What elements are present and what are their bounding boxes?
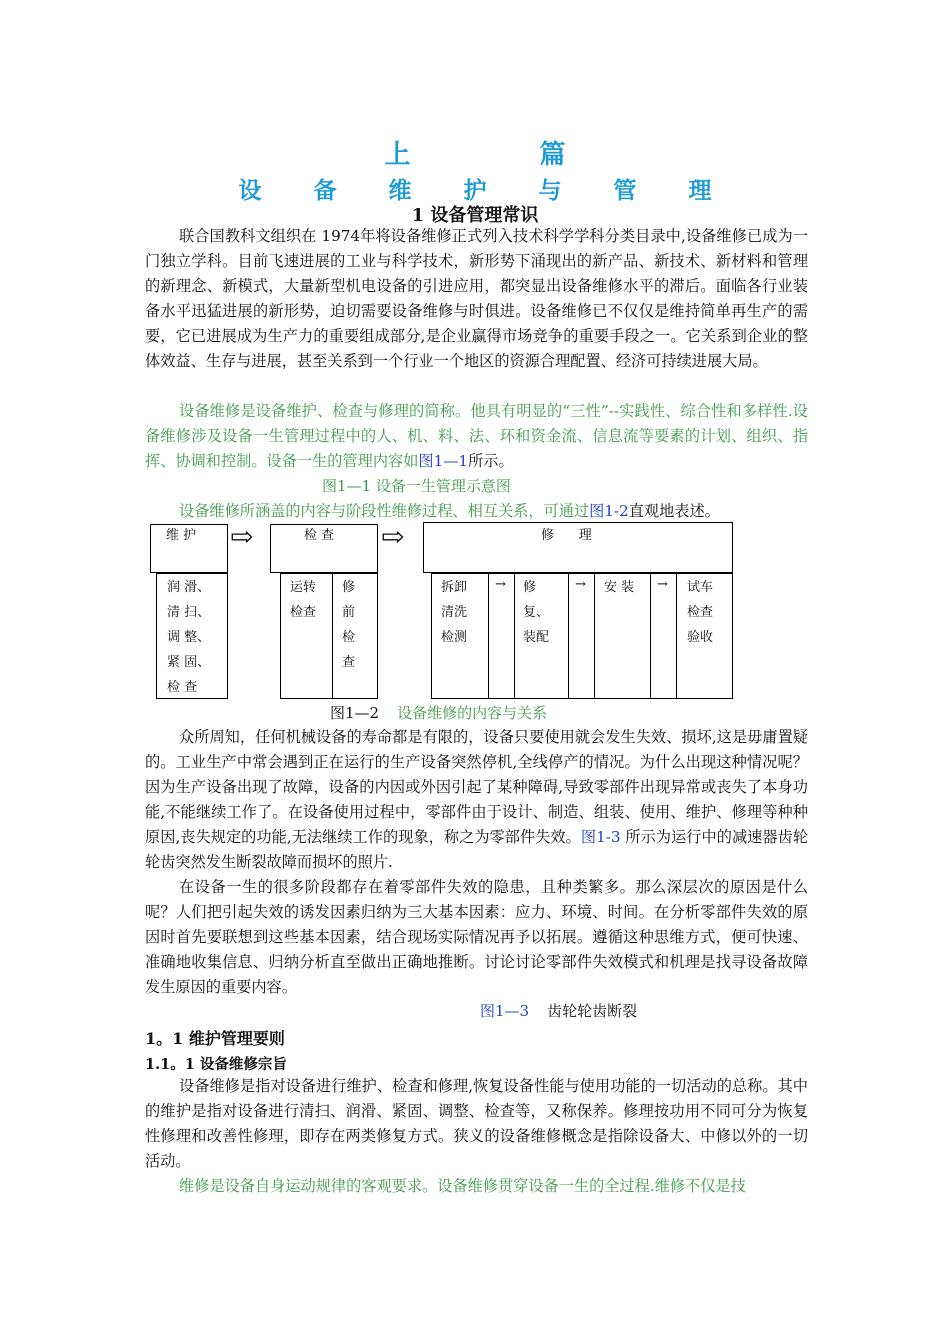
repair-divider-3 [568,573,569,699]
paragraph-4 [145,725,808,875]
repair-divider-5 [650,573,651,699]
fig2-caption-text: 设备维修的内容与关系 [397,704,548,722]
big-arrow-2: ⇨ [381,520,405,553]
paragraph-2-end: 所示。 [468,452,514,470]
fig2-link[interactable]: 图1-2 [589,502,629,520]
repair-divider-4 [594,573,595,699]
paragraph-6: 设备维修是指对设备进行维护、检查和修理,恢复设备性能与使用功能的一切活动的总称。其中的维护是指对设备进行清扫、润滑、紧固、调整、检查等，又称保养。修理按功用不同可分为恢复性修理和改善性修理，即存在两类修复方式。狭义的设备维修概念是指除设备大、中修以外的一切活动。 [145,1077,808,1170]
maintain-items: 润 滑、 清 扫、 调 整、 紧 固、 检 查 [167,580,211,695]
paragraph-4-end: 所示为运行中的减速器齿轮轮齿突然发生断裂故障而损坏的照片. [145,828,809,871]
paragraph-7 [145,1174,808,1199]
section-heading-1-1-1: 1.1。1 设备维修宗旨 [145,1056,287,1073]
fig2-caption-num: 图1—2 [330,704,380,722]
repair-arrow-2: → [575,577,586,592]
section-heading-1-1: 1。1 维护管理要则 [145,1029,285,1048]
fig3-caption-text: 齿轮轮齿断裂 [547,1002,638,1020]
paragraph-7-text: 维修是设备自身运动规律的客观要求。设备维修贯穿设备一生的全过程.维修不仅是技 [179,1177,746,1195]
repair-divider-1 [488,573,489,699]
paragraph-3-end: 直观地表述。 [628,502,720,520]
repair-arrow-3: → [657,577,668,592]
repair-divider-2 [514,573,515,699]
part-title: 上 篇 [384,140,626,170]
inspect-label: 检 查 [304,528,335,543]
paragraph-2-text: 设备维修是设备维护、检查与修理的简称。他具有明显的“三性”--实践性、综合性和多样性.设备维修涉及设备一生管理过程中的人、机、料、法、环和资金流、信息流等要素的计划、组织、指挥、协调和控制。设备一生的管理内容如 [145,402,808,470]
repair-col-2: 修 复、 装配 [523,580,550,645]
chapter-title: 1 设备管理常识 [411,205,539,226]
repair-arrow-1: → [495,577,506,592]
inspect-divider [332,573,333,699]
paragraph-1: 联合国教科文组织在 1974年将设备维修正式列入技术科学学科分类目录中,设备维修已成为一门独立学科。目前飞速进展的工业与科学技术，新形势下涌现出的新产品、新技术、新材料和管理的新理念、新模式，大量新型机电设备的引进应用，都突显出设备维修水平的滞后。面临各行业装备水平迅猛进展的新形势，迫切需要设备维修与时俱进。设备维修已不仅仅是维持简单再生产的需要，它已进展成为生产力的重要组成部分,是企业赢得市场竞争的重要手段之一。它关系到企业的整体效益、生存与进展，甚至关系到一个行业一个地区的资源合理配置、经济可持续进展大局。 [145,227,808,370]
repair-col-3: 安 装 [604,580,635,595]
inspect-col-2: 修 前 检 查 [342,580,356,670]
repair-divider-6 [676,573,677,699]
repair-col-4: 试车 检查 验收 [687,580,714,645]
fig3-link[interactable]: 图1-3 [580,828,621,846]
fig2-caption [330,703,547,723]
paragraph-5: 在设备一生的很多阶段都存在着零部件失效的隐患，且种类繁多。那么深层次的原因是什么呢？人们把引起失效的诱发因素归纳为三大基本因素：应力、环境、时间。在分析零部件失效的原因时首先要联想到这些基本因素，结合现场实际情况再予以拓展。遵循这种思维方式，便可快速、准确地收集信息、归纳分析直至做出正确地推断。讨论讨论零部件失效模式和机理是找寻设备故障发生原因的重要内容。 [145,878,808,996]
big-arrow-1: ⇨ [230,520,254,553]
paragraph-2 [145,399,808,474]
paragraph-3-text: 设备维修所涵盖的内容与阶段性维修过程、相互关系，可通过 [179,502,590,520]
fig1-caption: 图1—1 设备一生管理示意图 [322,477,511,495]
maintain-label: 维 护 [166,528,197,543]
fig3-caption [480,1001,637,1021]
part-subtitle: 设 备 维 护 与 管 理 [238,178,734,204]
fig3-caption-num: 图1—3 [480,1002,530,1020]
fig1-link[interactable]: 图1—1 [418,452,469,470]
repair-col-1: 拆卸 清洗 检测 [441,580,468,645]
paragraph-4-text: 众所周知，任何机械设备的寿命都是有限的，设备只要使用就会发生失效、损坏,这是毋庸置疑的。工业生产中常会遇到正在运行的生产设备突然停机,全线停产的情况。为什么出现这种情况呢？因为生产设备出现了故障，设备的内因或外因引起了某种障碍,导致零部件出现异常或丧失了本身功能,不能继续工作了。在设备使用过程中，零部件由于设计、制造、组装、使用、维护、修理等种种原因,丧失规定的功能,无法继续工作的现象，称之为零部件失效。 [145,728,808,846]
inspect-col-1: 运转 检查 [290,580,317,620]
repair-label: 修 理 [541,528,592,543]
